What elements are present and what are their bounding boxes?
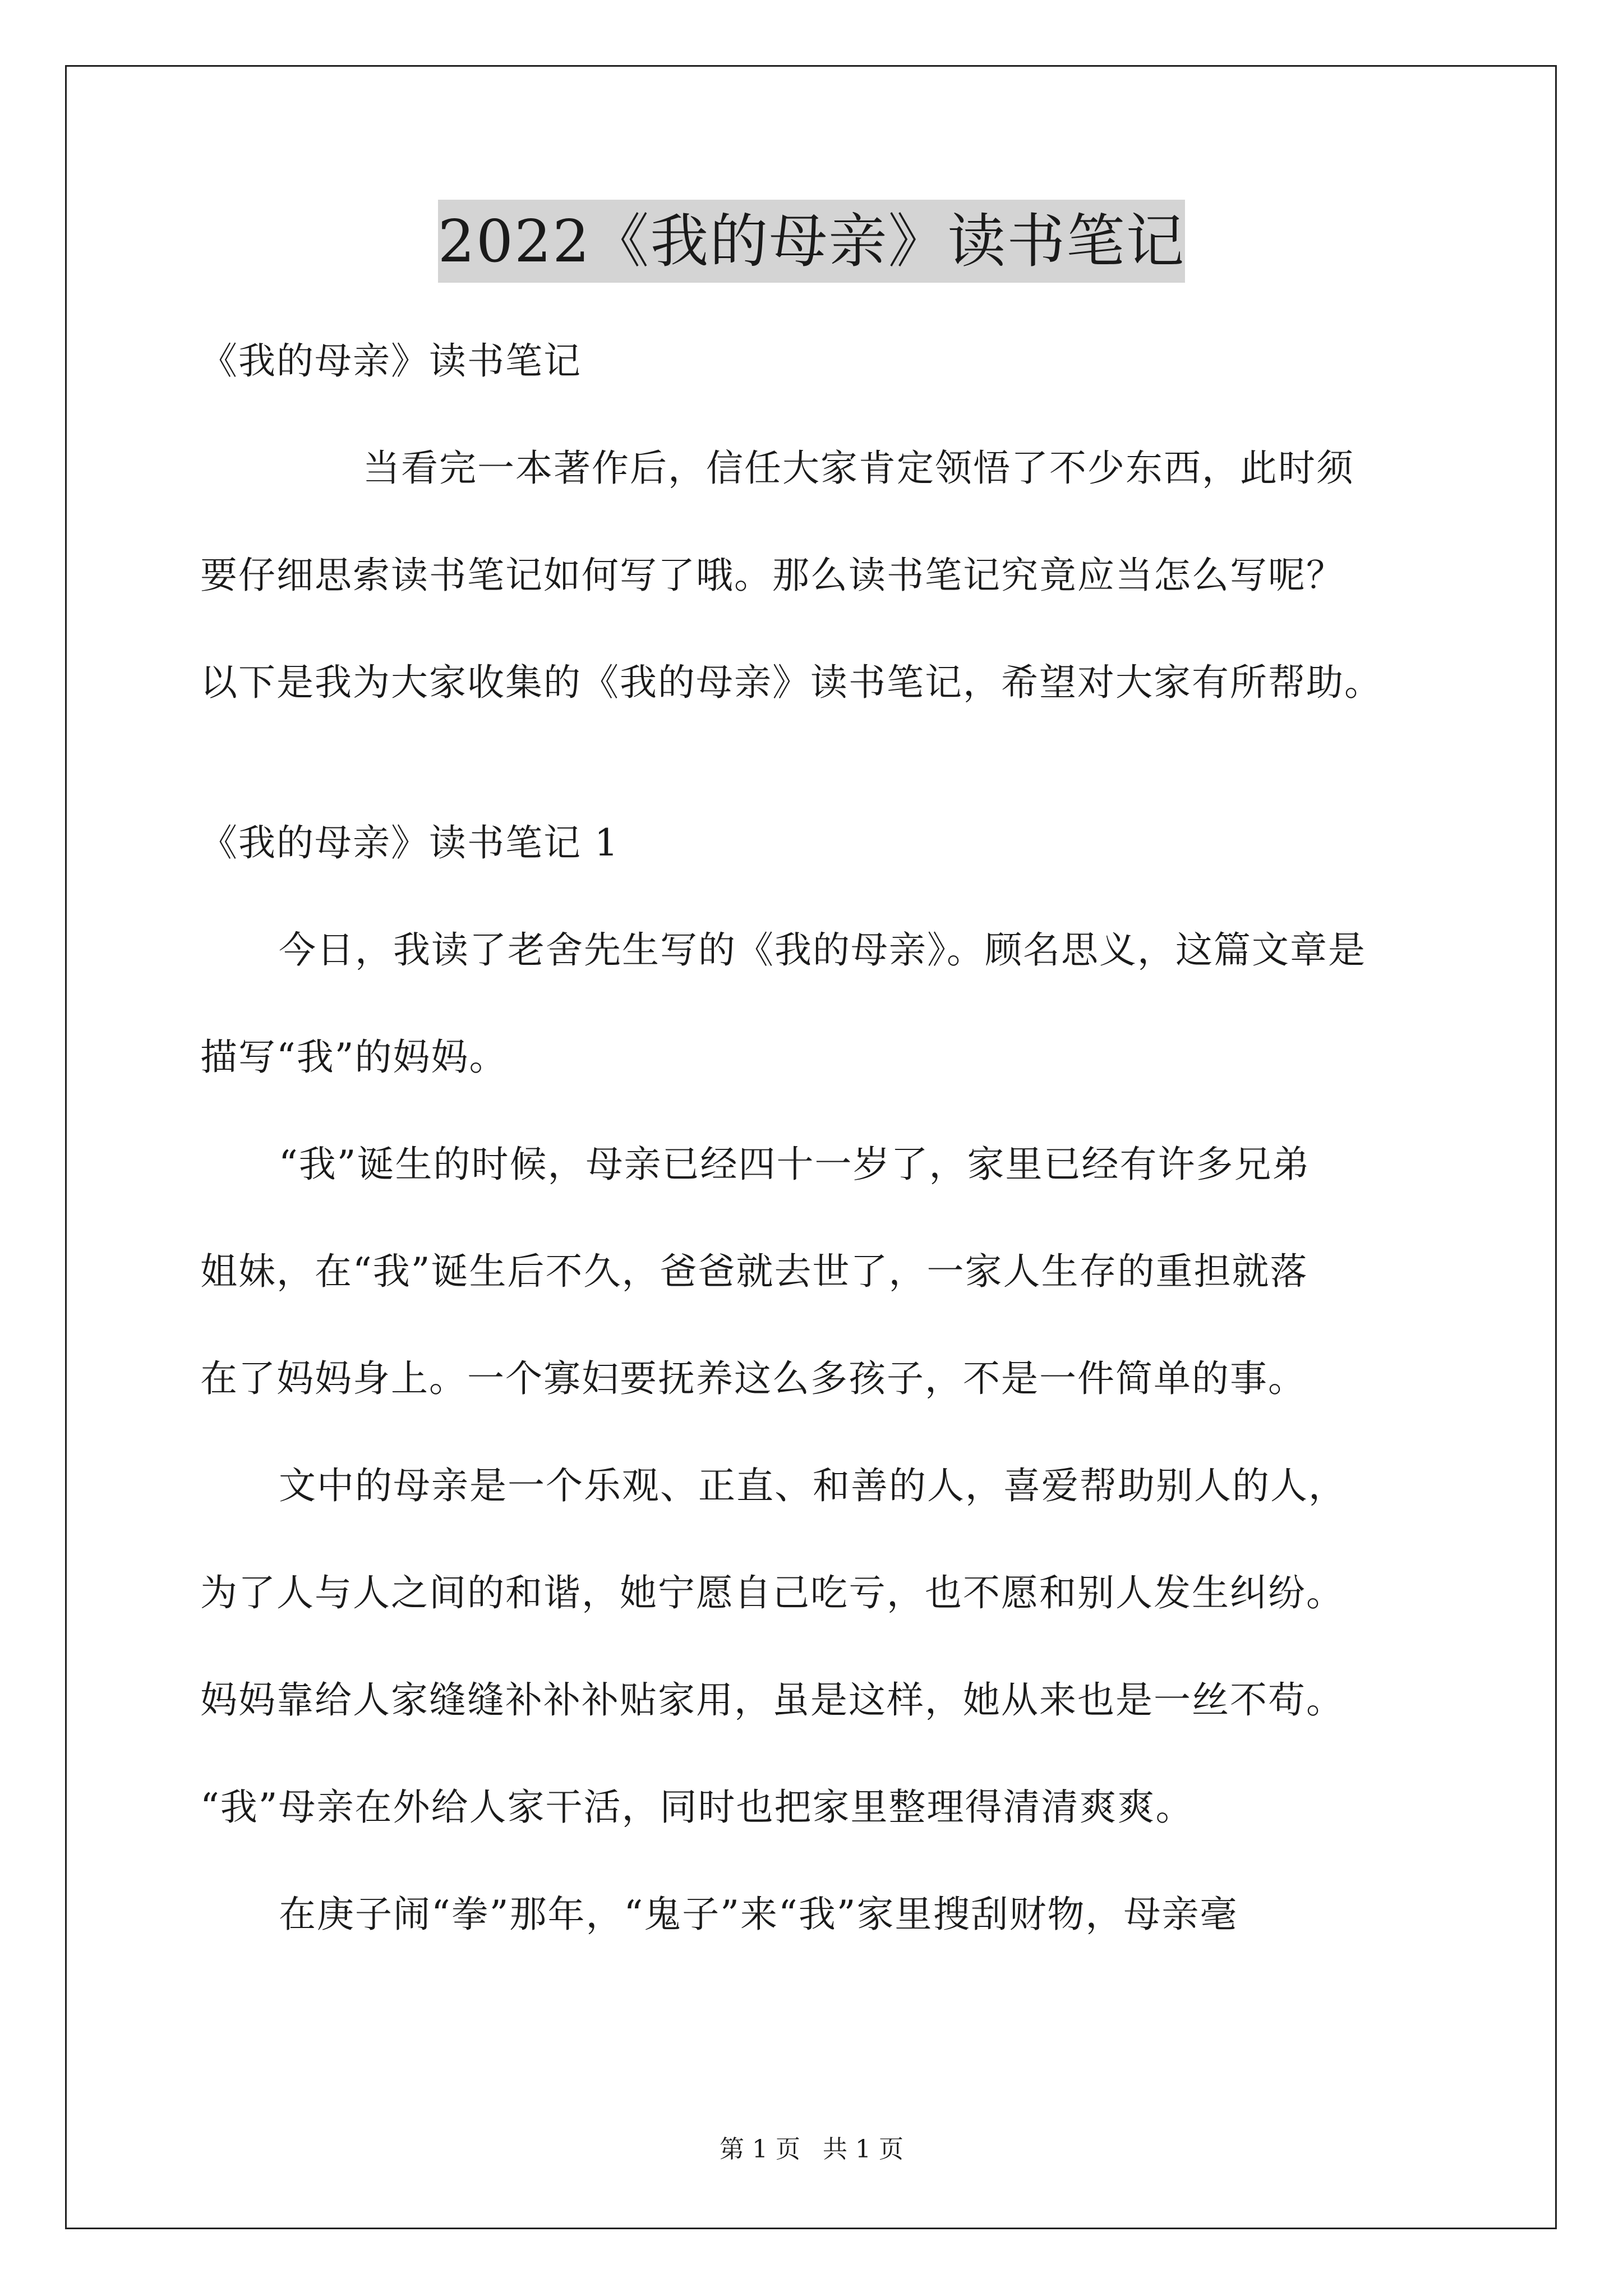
paragraph-line: 姐妹，在“我”诞生后不久，爸爸就去世了，一家人生存的重担就落 [200, 1250, 1308, 1293]
paragraph-line: “我”母亲在外给人家干活，同时也把家里整理得清清爽爽。 [200, 1786, 1194, 1829]
paragraph-line: 要仔细思索读书笔记如何写了哦。那么读书笔记究竟应当怎么写呢？ [200, 554, 1344, 597]
document-title: 2022《我的母亲》读书笔记 [438, 200, 1186, 283]
title-container [0, 200, 1623, 283]
document-body [200, 335, 1423, 1996]
paragraph-line: “我”诞生的时候，母亲已经四十一岁了，家里已经有许多兄弟 [279, 1143, 1311, 1186]
paragraph-line: 在庚子闹“拳”那年，“鬼子”来“我”家里搜刮财物，母亲毫 [279, 1893, 1238, 1936]
paragraph-line: 描写“我”的妈妈。 [200, 1036, 508, 1079]
section-heading: 《我的母亲》读书笔记 [200, 339, 582, 383]
paragraph-line: 以下是我为大家收集的《我的母亲》读书笔记，希望对大家有所帮助。 [200, 661, 1382, 704]
paragraph-line: 今日，我读了老舍先生写的《我的母亲》。顾名思义，这篇文章是 [279, 928, 1366, 972]
paragraph-line: 当看完一本著作后，信任大家肯定领悟了不少东西，此时须 [363, 447, 1354, 490]
paragraph-line: 为了人与人之间的和谐，她宁愿自己吃亏，也不愿和别人发生纠纷。 [200, 1571, 1344, 1614]
page-total: 共 1 页 [823, 2135, 903, 2164]
page-number: 第 1 页 [720, 2135, 800, 2164]
page-footer [0, 2133, 1623, 2166]
section-heading: 《我的母亲》读书笔记 1 [200, 821, 619, 864]
paragraph-line: 文中的母亲是一个乐观、正直、和善的人，喜爱帮助别人的人， [279, 1464, 1347, 1507]
paragraph-line: 妈妈靠给人家缝缝补补补贴家用，虽是这样，她从来也是一丝不苟。 [200, 1678, 1344, 1722]
paragraph-line: 在了妈妈身上。一个寡妇要抚养这么多孩子，不是一件简单的事。 [200, 1357, 1306, 1400]
